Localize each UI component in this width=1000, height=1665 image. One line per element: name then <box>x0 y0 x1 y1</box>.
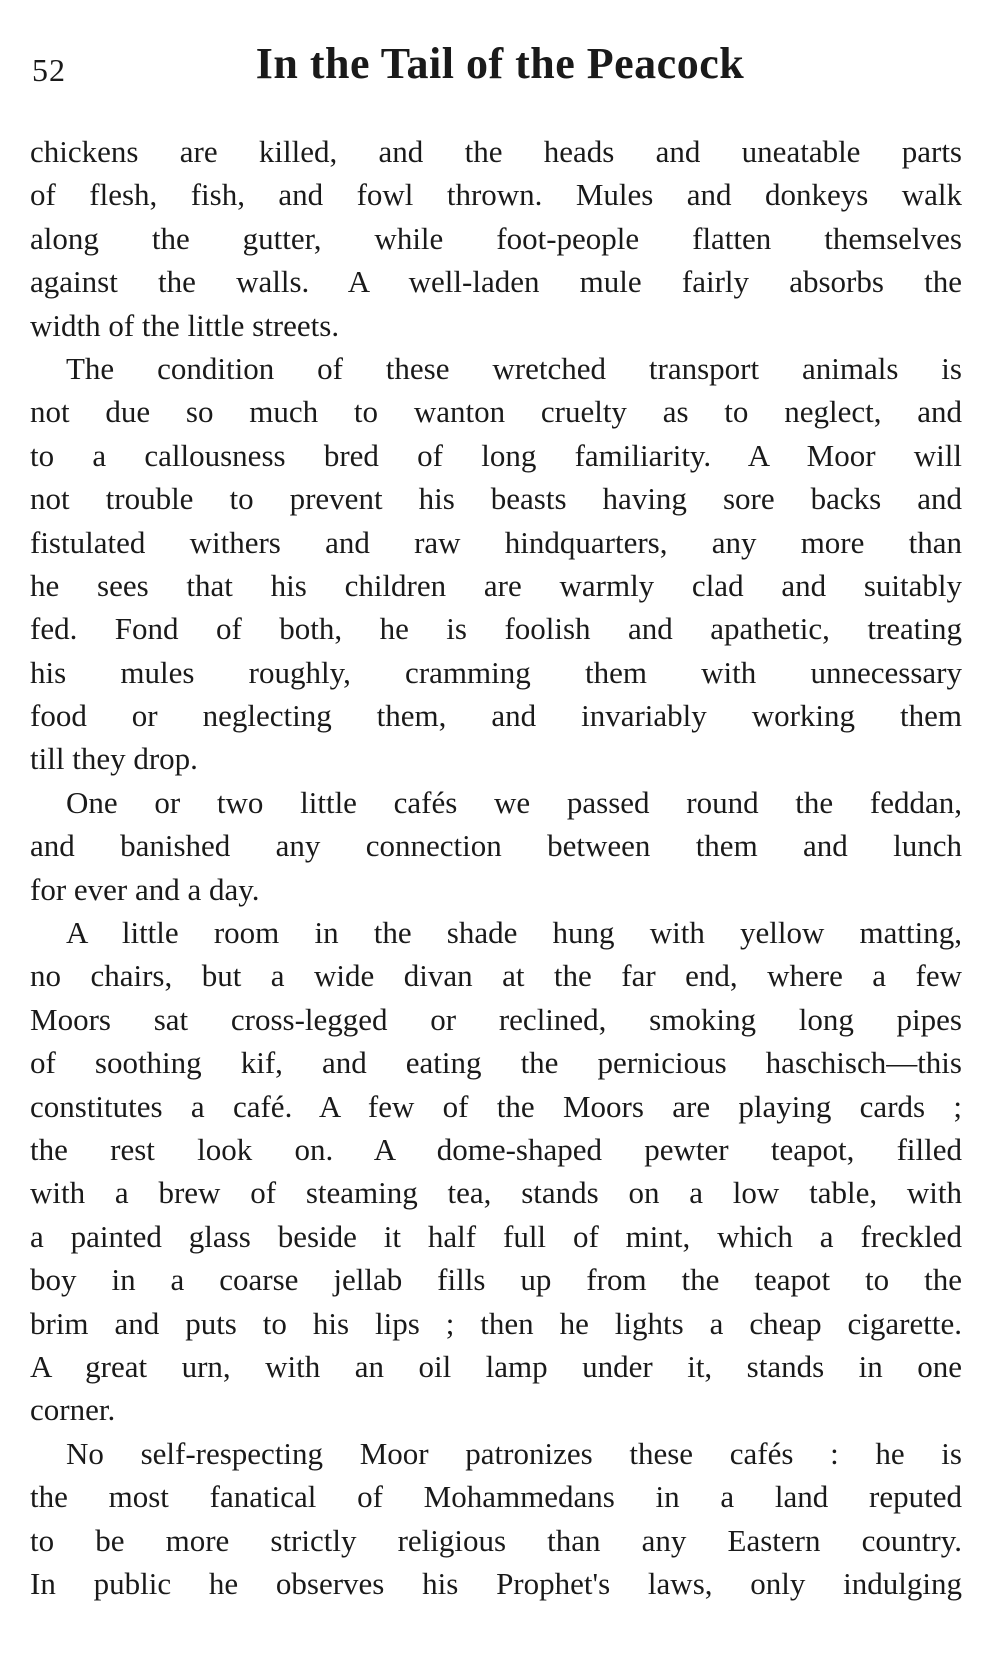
text-line: for ever and a day. <box>30 871 260 907</box>
text-line: against the walls. A well-laden mule fairly absorbs the <box>30 264 962 300</box>
text-line: along the gutter, while foot-people flatten themselves <box>30 220 962 256</box>
text-line: food or neglecting them, and invariably working them <box>30 698 962 734</box>
text-line: of flesh, fish, and fowl thrown. Mules and donkeys walk <box>30 177 962 213</box>
book-page <box>30 0 970 1665</box>
text-line: constitutes a café. A few of the Moors are playing cards ; <box>30 1088 962 1124</box>
text-line: the rest look on. A dome-shaped pewter teapot, filled <box>30 1131 962 1167</box>
body-text <box>30 130 962 1605</box>
text-line: to a callousness bred of long familiarity. A Moor will <box>30 437 962 473</box>
text-line: the most fanatical of Mohammedans in a land reputed <box>30 1479 962 1515</box>
text-line: not due so much to wanton cruelty as to neglect, and <box>30 394 962 430</box>
text-line: Moors sat cross-legged or reclined, smoking long pipes <box>30 1001 962 1037</box>
text-line: The condition of these wretched transport animals is <box>66 350 962 386</box>
text-line: width of the little streets. <box>30 307 340 343</box>
text-line: of soothing kif, and eating the pernicious haschisch—this <box>30 1045 962 1081</box>
page-number: 52 <box>32 52 66 88</box>
text-line: his mules roughly, cramming them with unnecessary <box>30 654 962 690</box>
text-line: No self-respecting Moor patronizes these cafés : he is <box>66 1435 962 1471</box>
text-line: and banished any connection between them and lunch <box>30 828 962 864</box>
text-line: fed. Fond of both, he is foolish and apathetic, treating <box>30 611 962 647</box>
text-line: till they drop. <box>30 741 198 777</box>
text-line: A little room in the shade hung with yellow matting, <box>66 915 962 951</box>
text-line: One or two little cafés we passed round the feddan, <box>66 784 962 820</box>
text-line: he sees that his children are warmly clad and suitably <box>30 567 962 603</box>
running-head <box>30 0 970 140</box>
text-line: fistulated withers and raw hindquarters, any more than <box>30 524 962 560</box>
text-line: brim and puts to his lips ; then he lights a cheap cigarette. <box>30 1305 962 1341</box>
text-line: chickens are killed, and the heads and uneatable parts <box>30 134 962 169</box>
text-line: In public he observes his Prophet's laws, only indulging <box>30 1565 962 1601</box>
text-line: with a brew of steaming tea, stands on a low table, with <box>30 1175 962 1211</box>
text-line: a painted glass beside it half full of mint, which a freckled <box>30 1218 962 1254</box>
text-line: corner. <box>30 1392 116 1428</box>
text-line: not trouble to prevent his beasts having sore backs and <box>30 481 962 517</box>
running-title: In the Tail of the Peacock <box>255 39 745 88</box>
text-line: no chairs, but a wide divan at the far end, where a few <box>30 958 962 994</box>
text-line: boy in a coarse jellab fills up from the teapot to the <box>30 1262 962 1298</box>
text-line: A great urn, with an oil lamp under it, stands in one <box>30 1348 962 1384</box>
text-line: to be more strictly religious than any Eastern country. <box>30 1522 962 1558</box>
